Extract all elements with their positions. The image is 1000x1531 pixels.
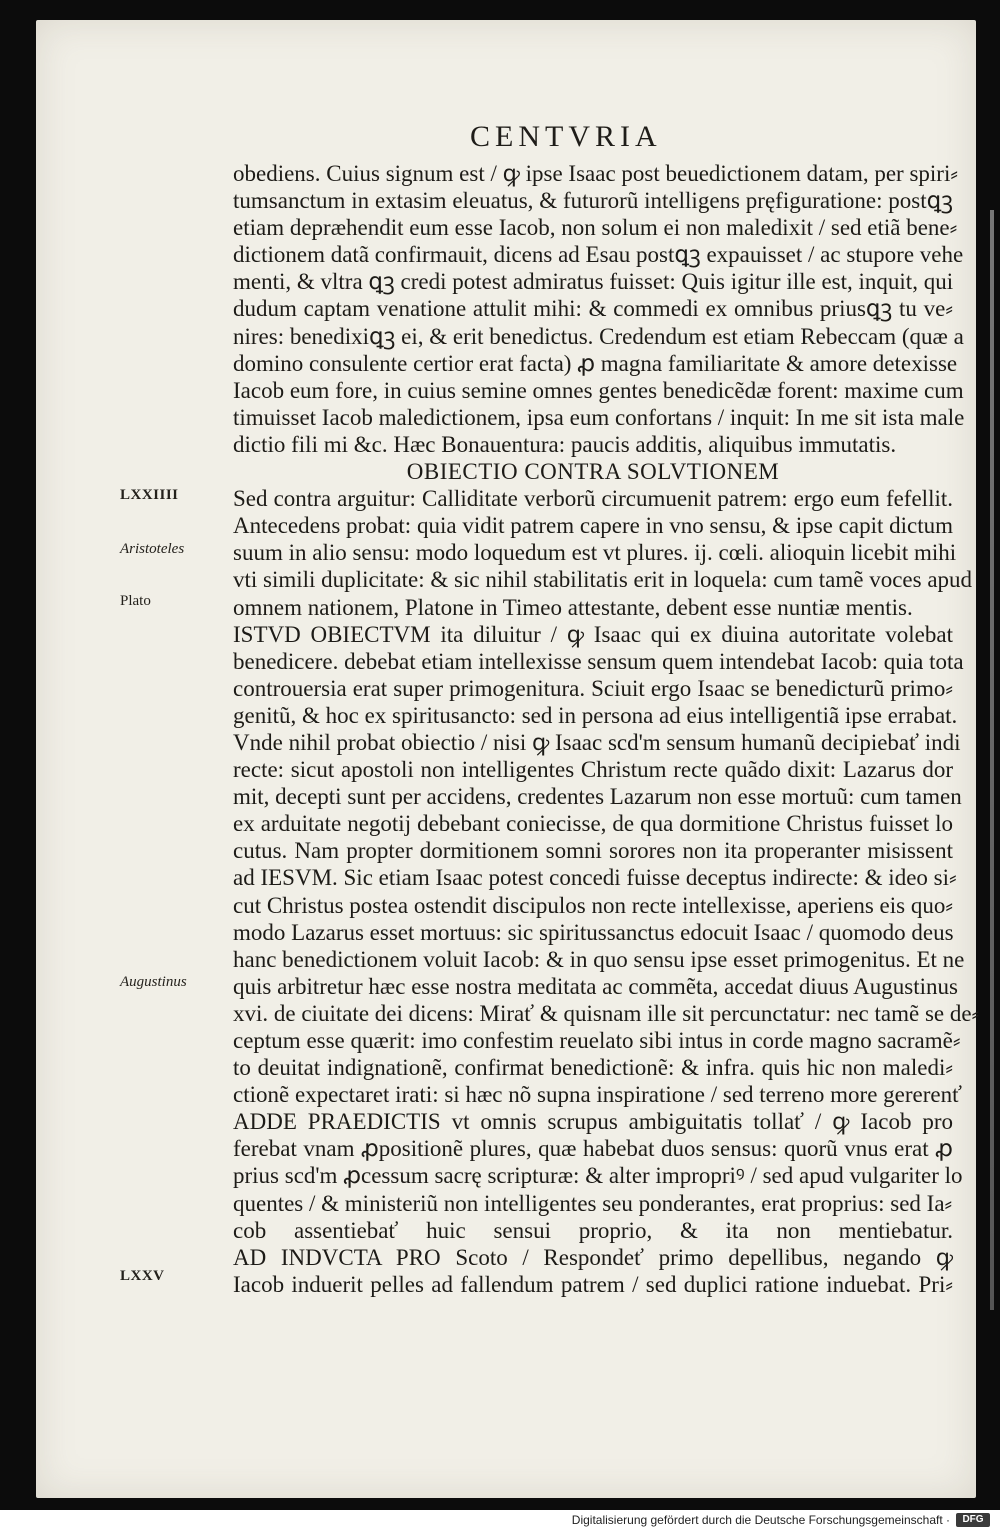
running-head: CENTVRIA <box>470 120 662 153</box>
text-line: ex arduitate negotij debebant coniecisse, de qua dormitione Christus fuisset lo <box>233 811 953 837</box>
text-line: suum in alio sensu: modo loquedum est vt plures. ij. cœli. alioquin licebit mihi <box>233 540 957 566</box>
text-line: genitũ, & hoc ex spiritusancto: sed in persona ad eius intelligentiã ipse errabat. <box>233 702 958 728</box>
text-line: omnem nationem, Platone in Timeo attestante, debent esse nuntiæ mentis. <box>233 594 913 620</box>
text-line: Iacob eum fore, in cuius semine omnes gentes benedicẽdæ forent: maxime cum <box>233 377 964 403</box>
margin-note-aristoteles: Aristoteles <box>120 541 185 557</box>
text-line: etiam depræhendit eum esse Iacob, non solum ei non maledixit / sed etiã bene⸗ <box>233 215 958 241</box>
text-line: mit, decepti sunt per accidens, credentes Lazarum non esse mortuũ: cum tamen <box>233 784 962 810</box>
margin-note-plato: Plato <box>120 593 151 609</box>
text-line: ceptum esse quærit: imo confestim reuelato sibi intus in corde magno sacramẽ⸗ <box>233 1028 961 1053</box>
text-line: tumsanctum in extasim eleuatus, & futurorũ intelligens pręfiguratione: postꝗꝫ <box>233 188 953 214</box>
text-line: vti simili duplicitate: & sic nihil stabilitatis erit in loquela: cum tamẽ voces apud <box>233 567 973 593</box>
text-line: dictio fili mi &c. Hæc Bonauentura: paucis additis, aliquibus immutatis. <box>233 431 897 457</box>
text-line: hanc benedictionem voluit Iacob: & in quo sensu ipse esset primogenitus. Et ne <box>233 946 965 972</box>
text-line: benedicere. debebat etiam intellexisse sensum quem intendebat Iacob: quia tota <box>233 648 964 674</box>
text-line: ISTVD OBIECTVM ita diluitur / ꝙ Isaac qui ex diuina autoritate volebat <box>233 621 953 647</box>
text-line: Antecedens probat: quia vidit patrem capere in vno sensu, & ipse capit dictum <box>233 513 953 539</box>
text-line: Vnde nihil probat obiectio / nisi ꝙ Isaac scd'm sensum humanũ decipiebať indi <box>233 729 961 755</box>
text-line: xvi. de ciuitate dei dicens: Mirať & quisnam ille sit percunctatur: nec tamẽ se de⸗ <box>233 1000 980 1026</box>
footer-credit: Digitalisierung gefördert durch die Deutsche Forschungsgemeinschaft · <box>571 1513 950 1527</box>
margin-note-chapter-74: LXXIIII <box>120 487 179 503</box>
margin-note-chapter-75: LXXV <box>120 1268 165 1284</box>
text-line: menti, & vltra ꝗꝫ credi potest admiratus fuisset: Quis igitur ille est, inquit, qui <box>233 269 954 295</box>
scan-edge <box>990 210 994 1310</box>
text-line: Iacob induerit pelles ad fallendum patrem / sed duplici ratione induebat. Pri⸗ <box>233 1271 953 1297</box>
text-line: Sed contra arguitur: Calliditate verborũ circumuenit patrem: ergo eum fefellit. <box>233 486 953 512</box>
text-line: quentes / & ministeriũ non intelligentes seu ponderantes, erat proprius: sed Ia⸗ <box>233 1190 953 1216</box>
text-line: dudum captam venatione attulit mihi: & commedi ex omnibus priusꝗꝫ tu ve⸗ <box>233 296 953 322</box>
text-line: ferebat vnam ꝓpositionẽ plures, quæ habebat duos sensus: quorũ vnus erat ꝓ <box>233 1136 953 1162</box>
text-line: ADDE PRAEDICTIS vt omnis scrupus ambiguitatis tollať / ꝙ Iacob pro <box>233 1109 953 1135</box>
dfg-logo-icon: DFG <box>956 1513 990 1527</box>
text-line: cut Christus postea ostendit discipulos non recte intellexisse, aperiens eis quo⸗ <box>233 892 953 918</box>
text-line: obediens. Cuius signum est / ꝙ ipse Isaac post beuedictionem datam, per spiri⸗ <box>233 161 959 186</box>
text-line: recte: sicut apostoli non intelligentes Christum recte quãdo dixit: Lazarus dor <box>233 757 953 783</box>
section-heading: OBIECTIO CONTRA SOLVTIONEM <box>406 459 780 485</box>
margin-note-augustinus: Augustinus <box>120 974 187 990</box>
text-line: ctionẽ expectaret irati: si hæc nõ supna inspiratione / sed terreno more gererenť <box>233 1082 962 1108</box>
text-line: quis arbitretur hæc esse nostra meditata ac commẽta, accedat diuus Augustinus <box>233 973 958 999</box>
text-line: cob assentiebať huic sensui proprio, & ita non mentiebatur. <box>233 1217 953 1243</box>
body-text <box>233 160 980 1298</box>
text-line: AD INDVCTA PRO Scoto / Respondeť primo depellibus, negando ꝙ <box>233 1244 953 1270</box>
text-line: prius scd'm ꝓcessum sacrę scripturæ: & alter impropriꝰ / sed apud vulgariter lo <box>233 1163 963 1189</box>
text-line: ad IESVM. Sic etiam Isaac potest concedi fuisse deceptus indirecte: & ideo si⸗ <box>233 865 957 891</box>
text-line: cutus. Nam propter dormitionem somni sorores non ita properanter misissent <box>233 838 953 864</box>
text-line: nires: benedixiꝗꝫ ei, & erit benedictus. Credendum est etiam Rebeccam (quæ a <box>233 323 964 349</box>
text-line: modo Lazarus esset mortuus: sic spiritussanctus edocuit Isaac / quomodo deus <box>233 919 954 945</box>
footer-bar <box>0 1510 1000 1531</box>
text-line: to deuitat indignationẽ, confirmat benedictionẽ: & infra. quis hic non maledi⸗ <box>233 1055 953 1081</box>
text-line: controuersia erat super primogenitura. Sciuit ergo Isaac se benedicturũ primo⸗ <box>233 675 953 701</box>
text-line: timuisset Iacob maledictionem, ipsa eum confortans / inquit: In me sit ista male <box>233 404 965 430</box>
text-line: dictionem datã confirmauit, dicens ad Esau postꝗꝫ expauisset / ac stupore vehe <box>233 242 964 268</box>
text-line: domino consulente certior erat facta) ꝓ magna familiaritate & amore detexisse <box>233 350 958 376</box>
